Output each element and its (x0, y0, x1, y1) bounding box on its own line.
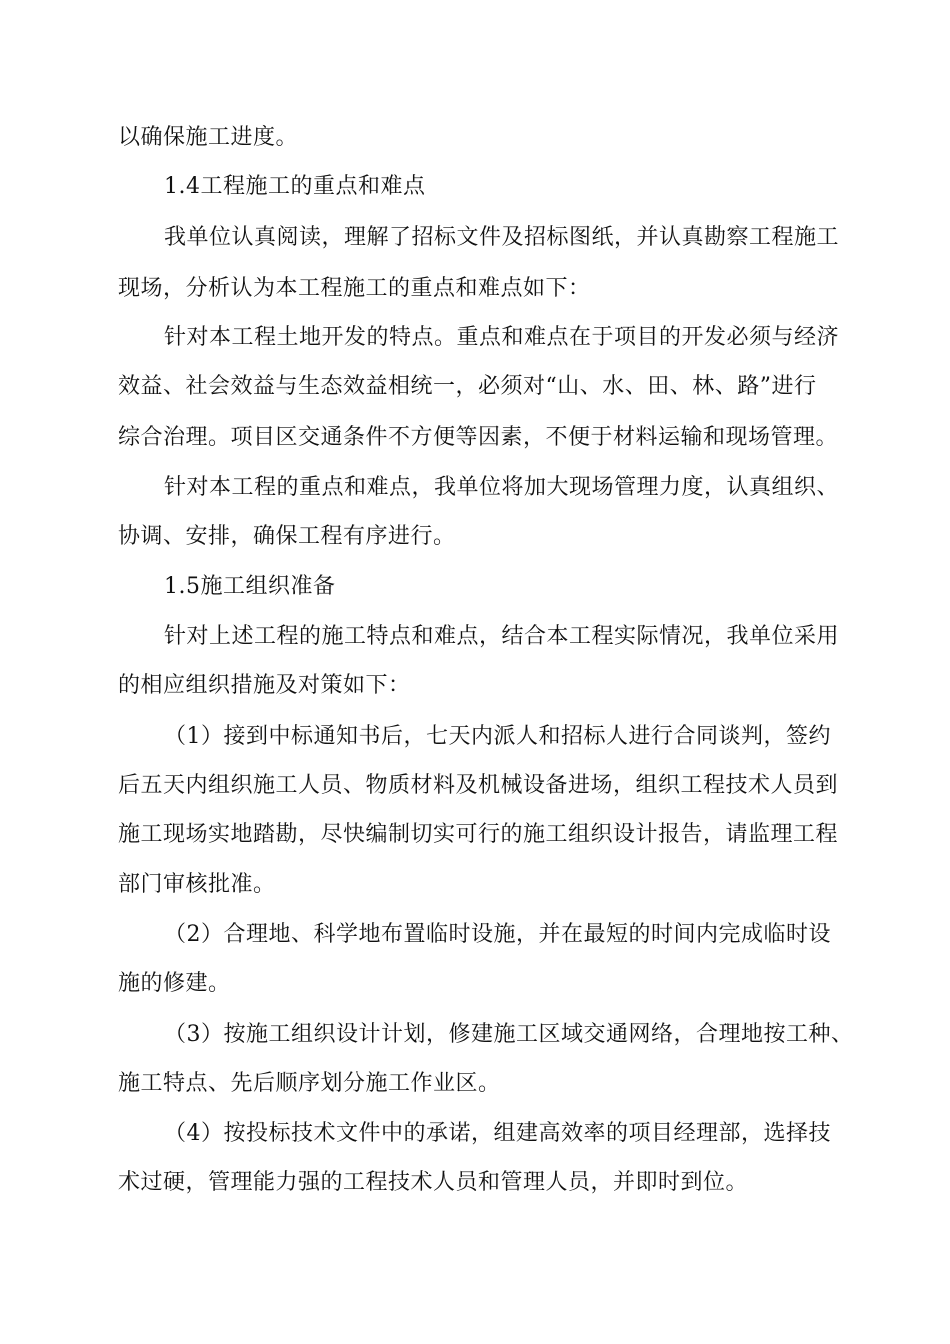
text-line: 现场，分析认为本工程施工的重点和难点如下： (118, 276, 591, 301)
text-line: 施工特点、先后顺序划分施工作业区。 (118, 1071, 501, 1096)
section-heading: 1.5施工组织准备 (164, 574, 336, 599)
text-line: 针对本工程的重点和难点，我单位将加大现场管理力度，认真组织、 (164, 475, 840, 500)
text-line: （2）合理地、科学地布置临时设施，并在最短的时间内完成临时设 (164, 922, 831, 947)
section-heading: 1.4工程施工的重点和难点 (164, 174, 426, 199)
text-line: 针对上述工程的施工特点和难点，结合本工程实际情况，我单位采用 (164, 624, 840, 649)
text-line: 我单位认真阅读，理解了招标文件及招标图纸，并认真勘察工程施工 (164, 225, 840, 250)
text-line: 部门审核批准。 (118, 872, 276, 897)
text-line: （3）按施工组织设计计划，修建施工区域交通网络，合理地按工种、 (164, 1022, 854, 1047)
text-line: 术过硬，管理能力强的工程技术人员和管理人员，并即时到位。 (118, 1170, 749, 1195)
text-line: 针对本工程土地开发的特点。重点和难点在于项目的开发必须与经济 (164, 325, 840, 350)
text-line: 综合治理。项目区交通条件不方便等因素，不便于材料运输和现场管理。 (118, 425, 839, 450)
text-line: （4）按投标技术文件中的承诺，组建高效率的项目经理部，选择技 (164, 1121, 831, 1146)
text-line: 的相应组织措施及对策如下： (118, 673, 411, 698)
text-line: 以确保施工进度。 (118, 125, 299, 150)
text-line: 后五天内组织施工人员、物质材料及机械设备进场，组织工程技术人员到 (118, 773, 839, 798)
text-line: （1）接到中标通知书后，七天内派人和招标人进行合同谈判，签约 (164, 724, 831, 749)
text-line: 协调、安排，确保工程有序进行。 (118, 524, 456, 549)
text-line: 效益、社会效益与生态效益相统一，必须对“山、水、田、林、路”进行 (118, 374, 817, 399)
text-line: 施的修建。 (118, 971, 231, 996)
text-line: 施工现场实地踏勘，尽快编制切实可行的施工组织设计报告，请监理工程 (118, 822, 839, 847)
